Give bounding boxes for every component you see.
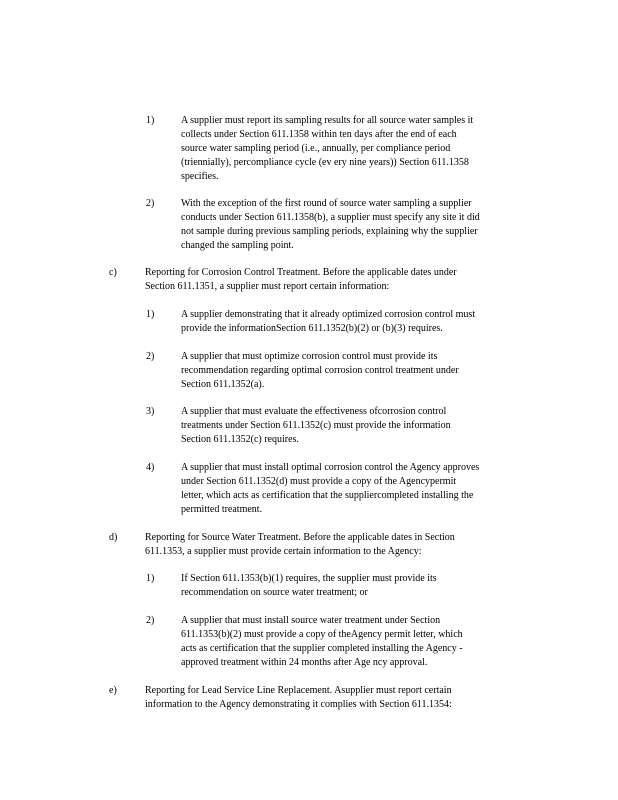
text-line: letter, which acts as certification that the suppliercompleted installing the — [181, 490, 474, 501]
text-line: 611.1353(b)(2) must provide a copy of theAgency permit letter, which — [181, 629, 463, 640]
text-line: conducts under Section 611.1358(b), a supplier must specify any site it did — [181, 212, 480, 223]
text-line: collects under Section 611.1358 within ten days after the end of each — [181, 129, 457, 140]
text-line: source water sampling period (i.e., annually, per compliance period — [181, 143, 451, 154]
list-marker: e) — [109, 685, 117, 696]
list-marker: 1) — [146, 573, 155, 584]
list-marker: c) — [109, 267, 117, 278]
text-line: Reporting for Source Water Treatment. Before the applicable dates in Section — [145, 532, 455, 543]
text-line: changed the sampling point. — [181, 240, 294, 251]
text-line: If Section 611.1353(b)(1) requires, the supplier must provide its — [181, 573, 437, 584]
paragraph — [145, 684, 452, 712]
text-line: specifies. — [181, 171, 219, 182]
paragraph — [181, 405, 451, 447]
text-line: Reporting for Corrosion Control Treatment. Before the applicable dates under — [145, 267, 457, 278]
list-marker: 2) — [146, 351, 155, 362]
list-marker: 4) — [146, 462, 155, 473]
text-line: Section 611.1352(c) requires. — [181, 434, 299, 445]
text-line: 611.1353, a supplier must provide certain information to the Agency: — [145, 546, 422, 557]
paragraph — [181, 350, 459, 392]
list-marker: 1) — [146, 115, 155, 126]
paragraph — [181, 614, 463, 670]
text-line: recommendation regarding optimal corrosion control treatment under — [181, 365, 459, 376]
text-line: Section 611.1351, a supplier must report certain information: — [145, 281, 390, 292]
paragraph — [181, 461, 479, 517]
text-line: information to the Agency demonstrating it complies with Section 611.1354: — [145, 699, 452, 710]
text-line: recommendation on source water treatment; or — [181, 587, 368, 598]
paragraph — [181, 114, 473, 184]
text-line: Reporting for Lead Service Line Replacement. Asupplier must report certain — [145, 685, 452, 696]
list-marker: 1) — [146, 309, 155, 320]
text-line: not sample during previous sampling periods, explaining why the supplier — [181, 226, 478, 237]
paragraph — [181, 197, 480, 253]
list-marker: d) — [109, 532, 118, 543]
paragraph — [181, 572, 437, 600]
text-line: provide the informationSection 611.1352(b)(2) or (b)(3) requires. — [181, 323, 443, 334]
list-marker: 3) — [146, 406, 155, 417]
text-line: With the exception of the first round of source water sampling a supplier — [181, 198, 472, 209]
text-line: A supplier that must install optimal corrosion control the Agency approves — [181, 462, 480, 473]
paragraph — [145, 266, 457, 294]
text-line: under Section 611.1352(d) must provide a copy of the Agencypermit — [181, 476, 457, 487]
text-line: permitted treatment. — [181, 504, 263, 515]
list-marker: 2) — [146, 198, 155, 209]
text-line: (triennially), percompliance cycle (ev ery nine years)) Section 611.1358 — [181, 157, 469, 168]
paragraph — [181, 308, 475, 336]
text-line: A supplier that must optimize corrosion control must provide its — [181, 351, 438, 362]
text-line: treatments under Section 611.1352(c) must provide the information — [181, 420, 451, 431]
list-marker: 2) — [146, 615, 155, 626]
text-line: A supplier demonstrating that it already optimized corrosion control must — [181, 309, 476, 320]
text-line: A supplier that must install source water treatment under Section — [181, 615, 441, 626]
text-line: A supplier must report its sampling results for all source water samples it — [181, 115, 474, 126]
text-line: acts as certification that the supplier completed installing the Agency - — [181, 643, 463, 654]
text-line: Section 611.1352(a). — [181, 379, 265, 390]
text-line: A supplier that must evaluate the effectiveness ofcorrosion control — [181, 406, 447, 417]
paragraph — [145, 531, 455, 559]
text-line: approved treatment within 24 months after Age ncy approval. — [181, 657, 428, 668]
